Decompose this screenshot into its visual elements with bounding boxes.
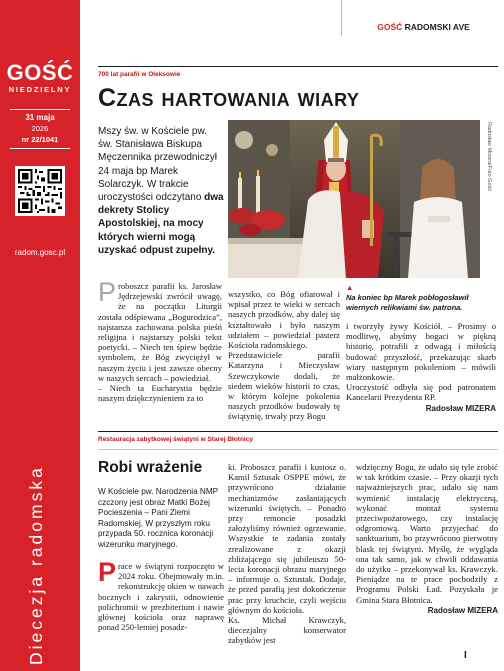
article1-caption (346, 283, 496, 313)
edition-header (341, 0, 504, 36)
qr-code[interactable] (15, 166, 65, 216)
article2-col2-p1: ki. Proboszcz parafii i kustosz o. Kamil Sztusak OSPPE mówi, że przywrócono działanie mechanizmów zasłaniających wizerunki świętych. – Ponadto przy remoncie posadzki założyliśmy również ogrzewanie. Wszystkie te zadania zostały zrealizowane z okazji zbliżającego się jubileuszu 50-lecia koronacji obrazu maryjnego – informuje o. Sztustak. Dodaje, że przed parafią jest dokończenie prac przy kruchcie, czyli wejściu głównym do kościoła. (228, 462, 346, 615)
article1-lead (98, 125, 224, 257)
sidebar (0, 0, 80, 671)
article2-kicker: Restauracja zabytkowej świątyni w Starej Błotnicy (98, 436, 253, 443)
issue-divider-top (10, 109, 70, 110)
article1-col2-p2: Przedstawiciele parafii Katarzyna i Mieczysław Szewczykowie dodali, że siedem wieków historii to czas, w którym kolejne pokolenia naszych przodków budowały tę świątynię, trwały przy Bogu (228, 350, 340, 422)
article2-column-3 (356, 462, 498, 616)
website-link[interactable]: radom.gosc.pl (14, 248, 66, 257)
article2-column-1 (98, 557, 224, 633)
logo-sub-text: NIEDZIELNY (8, 85, 72, 94)
article1-col1-p2: – Niech ta Eucharystia będzie naszym dziękczynieniem za to (98, 383, 222, 404)
article1-column-1 (98, 277, 222, 404)
article2-lead: W Kościele pw. Narodzenia NMP czczony jest obraz Matki Bożej Pocieszenia – Pani Ziemi Radomskiej. W przyszłym roku przypada 50. rocznica koronacji wizerunku maryjnego. (98, 487, 218, 549)
article1-column-2 (228, 289, 340, 422)
article1-lead-text: Mszy św. w Kościele pw. św. Stanisława Biskupa Męczennika przewodniczył 24 maja bp Marek Solarczyk. W trakcie uroczystości odczytano (98, 126, 217, 204)
logo-main-text: GOŚĆ (6, 60, 74, 85)
issue-year: 2026 (31, 124, 49, 133)
article1-column-3 (346, 321, 496, 414)
edition-label-red: GOŚĆ (377, 22, 403, 32)
article1-col2-p1: wszystko, co Bóg ofiarował i wpisał przez te wieki w sercach naszych przodków, aby dalej się kształtowało i było naszym udziałem – powiedział pasterz Kościoła radomskiego. (228, 289, 340, 351)
section-rule (98, 431, 498, 432)
issue-number: nr 22/1041 (21, 135, 59, 144)
qr-code-icon (18, 169, 62, 213)
article2-col2-p2: Ks. Michał Krawczyk, diecezjalny konserwator zabytków jest (228, 615, 346, 646)
article2-kicker-rule (98, 449, 498, 450)
article1-caption-text: Na koniec bp Marek pobłogosławił wiernych relikwiami św. patrona. (346, 293, 469, 312)
article1-byline: Radosław MIZERA (425, 403, 496, 413)
photo-credit (484, 122, 494, 276)
edition-label-rest: RADOMSKI AVE (402, 22, 470, 32)
issue-date: 31 maja (25, 113, 55, 122)
article1-col1-p1: roboszcz parafii ks. Jarosław Jędrzejewski zwrócił uwagę, że na początku Liturgii została odśpiewana „Bogurodzica”, najstarsza zachowana polska pieśń religijna i najstarszy polski tekst poetycki. – Niech ten śpiew będzie symbolem, że Bóg zwyciężył w naszym życiu i jest zawsze obecny w naszych sercach – powiedział. (98, 281, 222, 383)
article2-col3-p1: wdzięczny Bogu, że udało się tyle zrobić w tak krótkim czasie. – Przy okazji tych najważniejszych prac, udało się nam wymienić instalację elektryczną, wykonać montaż systemu przeciwpożarowego, czy instalację odgromową. Warto przyjechać do sanktuarium, bo przywrócono pierwotny blask tej świątyni. Myślę, że wygląda ona tak samo, jak w chwili oddawania do użytku – przekonywał ks. Krawczyk. Pieniądze na te prace pochodziły z Programu Polski Ład. Pozyskała je Gmina Stara Błotnica. (356, 462, 498, 605)
article1-photo (228, 120, 480, 278)
diocese-vertical-label: Diecezja radomska (26, 465, 46, 665)
article2-headline: Robi wrażenie (98, 459, 203, 476)
caption-triangle-icon: ▲ (346, 283, 354, 292)
page-number: I (464, 650, 467, 661)
article2-column-2 (228, 462, 346, 646)
article2-byline: Radosław MIZERA (427, 605, 498, 615)
article2-dropcap: P (98, 557, 117, 587)
edition-label (342, 22, 504, 32)
bishop-blessing-photo (228, 120, 480, 278)
article1-headline: Czas hartowania wiary (98, 84, 360, 112)
article1-kicker: 700 lat parafii w Oleksowie (98, 71, 181, 78)
top-rule (98, 66, 498, 67)
issue-divider-bottom (10, 148, 70, 149)
issue-info (8, 112, 72, 145)
article2-col1-p1: race w świątyni rozpoczęto w 2024 roku. Obejmowały m.in. rekonstrukcję okien w nawach bocznych i zakrystii, odnowienie polichromii w prezbiterium i nawie głównej kościoła oraz naprawę ponad 250-letniej posadz- (98, 561, 224, 633)
gosc-logo[interactable] (6, 62, 74, 94)
article1-dropcap: P (98, 277, 117, 307)
article1-col3-p2: Uroczystość odbyła się pod patronatem Kancelarii Prezydenta RP. (346, 382, 496, 403)
photo-credit-text: Radosław Mizera/Foto Gość (486, 122, 492, 192)
article1-lead-bold: dwa dekrety Stolicy Apostolskiej, na mocy których wierni mogą uzyskać odpust zupełny. (98, 192, 224, 256)
article1-col3-p1: i tworzyły żywy Kościół. – Prosimy o modlitwę, abyśmy bogaci w piękną historię, potrafili z odwagą i miłością budować przyszłość, przekazując skarb wiary następnym pokoleniom – mówili małżonkowie. (346, 321, 496, 383)
